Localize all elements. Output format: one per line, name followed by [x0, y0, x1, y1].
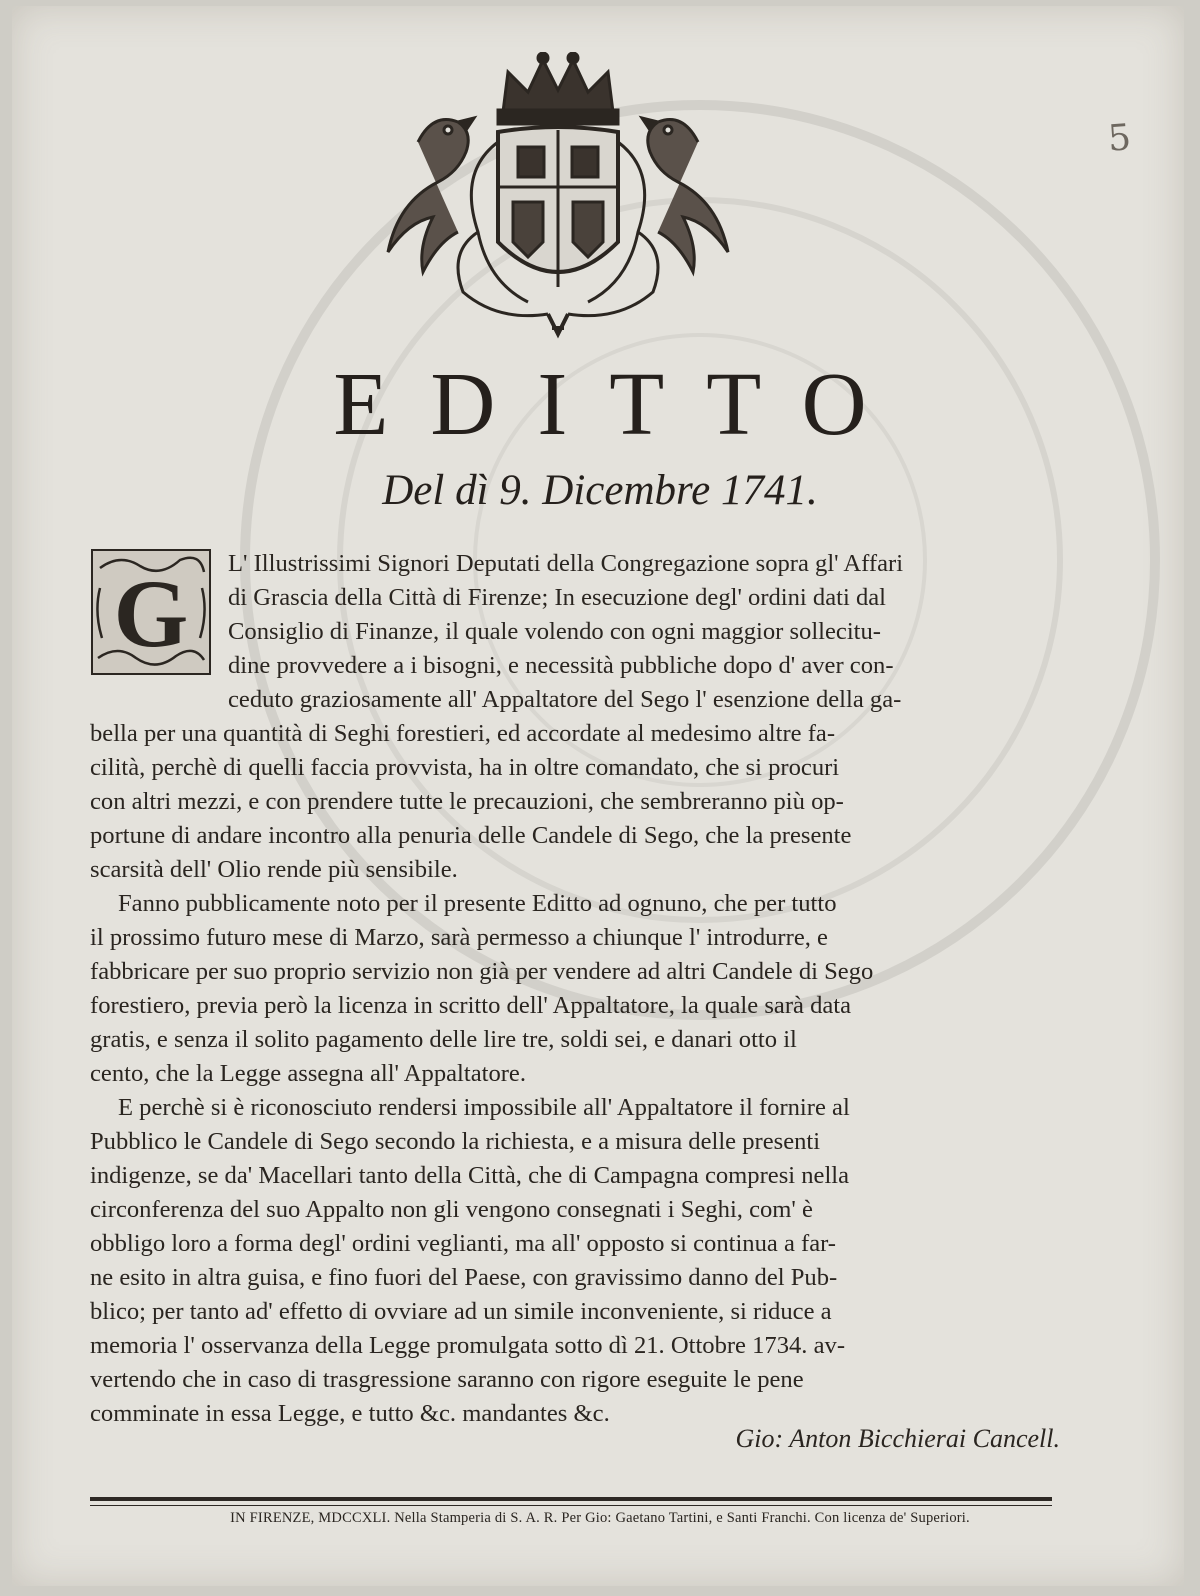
body-line: E perchè si è riconosciuto rendersi impossibile all' Appaltatore il fornire al: [118, 1094, 850, 1121]
body-line: cilità, perchè di quelli faccia provvista, ha in oltre comandato, che si procuri: [90, 754, 840, 781]
body-line: comminate in essa Legge, e tutto &c. mandantes &c.: [90, 1400, 610, 1427]
body-line: ceduto graziosamente all' Appaltatore del Sego l' esenzione della ga-: [228, 686, 902, 713]
edict-title: EDITTO: [333, 355, 909, 454]
body-line: scarsità dell' Olio rende più sensibile.: [90, 856, 458, 883]
footer-rule-thin: [90, 1505, 1052, 1506]
body-line: cento, che la Legge assegna all' Appaltatore.: [90, 1060, 526, 1087]
body-line: obbligo loro a forma degl' ordini veglianti, ma all' opposto si continua a far-: [90, 1230, 837, 1257]
ornamental-initial-icon: [90, 548, 212, 676]
body-line: Pubblico le Candele di Sego secondo la richiesta, e a misura delle presenti: [90, 1128, 821, 1155]
edict-date: Del dì 9. Dicembre 1741.: [382, 467, 818, 514]
body-line: Fanno pubblicamente noto per il presente Editto ad ognuno, che per tutto: [118, 890, 837, 917]
body-line: memoria l' osservanza della Legge promulgata sotto dì 21. Ottobre 1734. av-: [90, 1332, 846, 1359]
footer-rule: [90, 1497, 1052, 1501]
body-line: ne esito in altra guisa, e fino fuori del Paese, con gravissimo danno del Pub-: [90, 1264, 838, 1291]
body-line: gratis, e senza il solito pagamento delle lire tre, soldi sei, e danari otto il: [90, 1026, 797, 1053]
body-line: Consiglio di Finanze, il quale volendo con ogni maggior sollecitu-: [228, 618, 881, 645]
body-line: bella per una quantità di Seghi forestieri, ed accordate al medesimo altre fa-: [90, 720, 836, 747]
body-line: di Grascia della Città di Firenze; In esecuzione degl' ordini dati dal: [228, 584, 886, 611]
body-line: con altri mezzi, e con prendere tutte le precauzioni, che sembreranno più op-: [90, 788, 844, 815]
body-line: fabbricare per suo proprio servizio non già per vendere ad altri Candele di Sego: [90, 958, 874, 985]
body-line: portune di andare incontro alla penuria delle Candele di Sego, che la presente: [90, 822, 852, 849]
body-line: indigenze, se da' Macellari tanto della Città, che di Campagna compresi nella: [90, 1162, 850, 1189]
body-line: il prossimo futuro mese di Marzo, sarà permesso a chiunque l' introdurre, e: [90, 924, 828, 951]
body-line: vertendo che in caso di trasgressione saranno con rigore eseguite le pene: [90, 1366, 804, 1393]
archive-number: 5: [1106, 117, 1133, 160]
body-line: L' Illustrissimi Signori Deputati della Congregazione sopra gl' Affari: [228, 550, 904, 577]
chancellor-signature: Gio: Anton Bicchierai Cancell.: [735, 1424, 1060, 1453]
svg-text:G: G: [113, 560, 189, 667]
body-line: forestiero, previa però la licenza in scritto dell' Appaltatore, la quale sarà data: [90, 992, 852, 1019]
coat-of-arms-emblem: [378, 52, 738, 344]
body-line: circonferenza del suo Appalto non gli vengono consegnati i Seghi, com' è: [90, 1196, 813, 1223]
body-line: blico; per tanto ad' effetto di ovviare ad un simile inconveniente, si riduce a: [90, 1298, 832, 1325]
body-line: dine provvedere a i bisogni, e necessità pubbliche dopo d' aver con-: [228, 652, 894, 679]
printer-imprint: IN FIRENZE, MDCCXLI. Nella Stamperia di S. A. R. Per Gio: Gaetano Tartini, e Santi Franchi. Con licenza de' Superiori.: [230, 1510, 970, 1526]
